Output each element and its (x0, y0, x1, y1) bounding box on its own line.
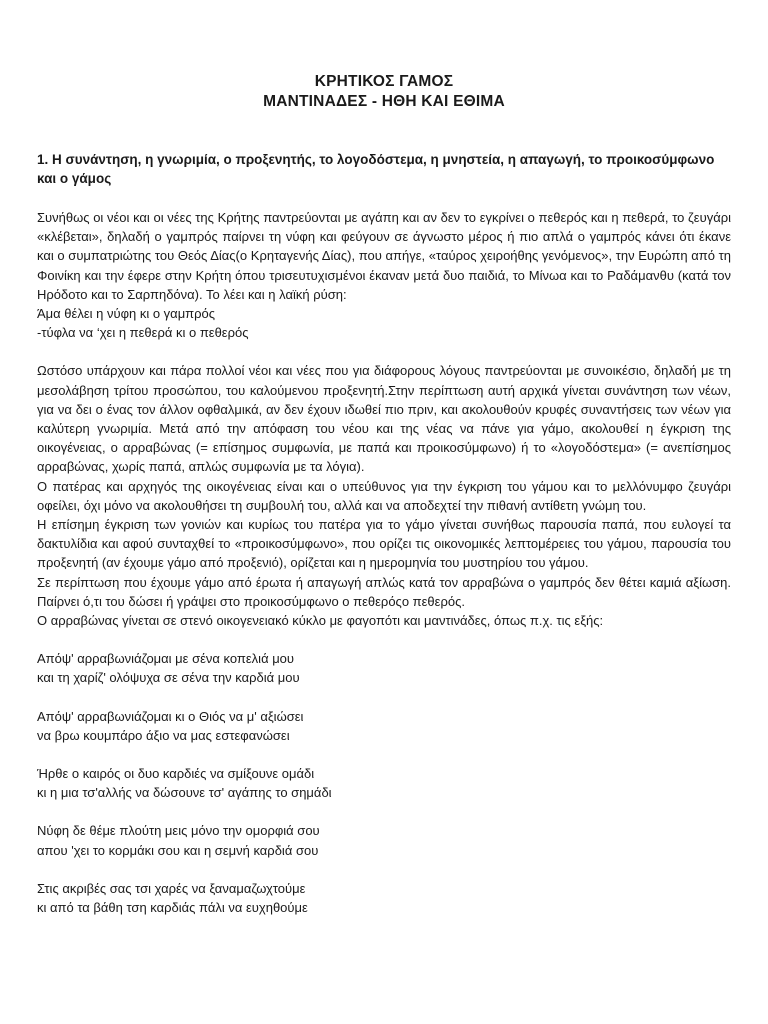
verse-5 (37, 879, 731, 917)
spacer (37, 630, 731, 649)
spacer (37, 802, 731, 821)
paragraph-1: Συνήθως οι νέοι και οι νέες της Κρήτης παντρεύονται με αγάπη και αν δεν το εγκρίνει ο πεθερός και η πεθερά, το ζευγάρι «κλέβεται», δηλαδή ο γαμπρός παίρνει τη νύφη και φεύγουν σε άγνωστο μέρος ή πιο απλά ο γαμπρός κάνει ότι έκανε και ο συμπατριώτης του Θεός Δίας(ο Κρηταγενής Δίας), που απήγε, «ταύρος χειροήθης γενόμενος», την Ευρώπη από τη Φοινίκη και την έφερε στην Κρήτη όπου τρισευτυχισμένοι έκαναν μετά δυο παιδιά, το Μίνωα και το Ραδάμανθυ (κατά τον Ηρόδοτο και το Σαρπηδόνα). Το λέει και η λαϊκή ρύση: (37, 210, 731, 302)
spacer (37, 745, 731, 764)
verse-3 (37, 764, 731, 802)
document-title-line-1: ΚΡΗΤΙΚΟΣ ΓΑΜΟΣ (314, 73, 454, 90)
verse-line: κι από τα βάθη τση καρδιάς πάλι να ευχηθούμε (37, 900, 308, 916)
verse-line: Απόψ' αρραβωνιάζομαι με σένα κοπελιά μου (37, 651, 295, 667)
verse-line: απου 'χει το κορμάκι σου και η σεμνή καρδιά σου (37, 842, 319, 858)
verse-1 (37, 649, 731, 687)
verse-line: να βρω κουμπάρο άξιο να μας εστεφανώσει (37, 727, 290, 743)
paragraph-4: Η επίσημη έγκριση των γονιών και κυρίως του πατέρα για το γάμο γίνεται συνήθως παρουσία παπά, που ευλογεί τα δακτυλίδια και αφού συνταχθεί το «προικοσύμφωνο», που ορίζει τις οικονομικές λεπτομέρειες του γάμου, παρουσία του προξενητή (αν έχουμε γάμο από προξενιό), ορίζεται και η ημερομηνία του μυστηρίου του γάμου. (37, 517, 731, 571)
saying-line-2: -τύφλα να ‘χει η πεθερά κι ο πεθερός (37, 325, 249, 341)
verse-line: Νύφη δε θέμε πλούτη μεις μόνο την ομορφιά σου (37, 823, 320, 839)
spacer (37, 688, 731, 707)
verse-line: και τη χαρίζ' ολόψυχα σε σένα την καρδιά μου (37, 670, 300, 686)
verse-4 (37, 821, 731, 859)
verse-line: Στις ακριβές σας τσι χαρές να ξαναμαζωχτούμε (37, 880, 306, 896)
document-page (37, 72, 731, 917)
verse-line: Ήρθε ο καιρός οι δυο καρδιές να σμίξουνε ομάδι (37, 766, 315, 782)
verse-line: Απόψ' αρραβωνιάζομαι κι ο Θιός να μ' αξιώσει (37, 708, 304, 724)
paragraph-6: Ο αρραβώνας γίνεται σε στενό οικογενειακό κύκλο με φαγοπότι και μαντινάδες, όπως π.χ. τις εξής: (37, 613, 604, 629)
document-body (37, 208, 731, 917)
spacer (37, 342, 731, 361)
verse-2 (37, 707, 731, 745)
saying-line-1: Άμα θέλει η νύφη κι ο γαμπρός (37, 306, 216, 322)
spacer (37, 860, 731, 879)
paragraph-5: Σε περίπτωση που έχουμε γάμο από έρωτα ή απαγωγή απλώς κατά τον αρραβώνα ο γαμπρός δεν θέτει καμιά αξίωση. Παίρνει ό,τι του δώσει ή γράψει στο προικοσύμφωνο ο πεθερόςο πεθερός. (37, 574, 731, 609)
paragraph-2: Ωστόσο υπάρχουν και πάρα πολλοί νέοι και νέες που για διάφορους λόγους παντρεύονται με συνοικέσιο, δηλαδή με τη μεσολάβηση τρίτου προσώπου, του καλούμενου προξενητή.Στην περίπτωση αυτή αρχικά γίνεται συνάντηση των νέων, για να δει ο ένας τον άλλον οφθαλμικά, αν δεν έχουν ιδωθεί πιο πριν, και ακολουθούν κρυφές συναντήσεις των νέων για καλύτερη γνωριμία. Μετά από την απόφαση του νέου και της νέας να πάνε για γάμο, ακολουθεί η έγκριση της οικογένειας, ο αρραβώνας (= επίσημος συμφωνία, με παπά και προικοσύμφωνο) ή το «λογοδόστεμα» (= ανεπίσημος αρραβώνας, χωρίς παπά, απλώς συμφωνία με τα λόγια). (37, 363, 731, 475)
document-title-line-2: ΜΑΝΤΙΝΑΔΕΣ - ΗΘΗ ΚΑΙ ΕΘΙΜΑ (263, 93, 505, 110)
verse-line: κι η μια τσ'αλλής να δώσουνε τσ' αγάπης το σημάδι (37, 785, 332, 801)
paragraph-3: Ο πατέρας και αρχηγός της οικογένειας είναι και ο υπεύθυνος για την έγκριση του γάμου και το μελλόνυμφο ζευγάρι οφείλει, όχι μόνο να ακολουθήσει τη συμβουλή του, αλλά και να αποδεχτεί την πιθανή αντίθετη γνώμη του. (37, 478, 731, 513)
section-heading: 1. Η συνάντηση, η γνωριμία, ο προξενητής, το λογοδόστεμα, η μνηστεία, η απαγωγή, το προικοσύμφωνο και ο γάμος (37, 152, 715, 186)
